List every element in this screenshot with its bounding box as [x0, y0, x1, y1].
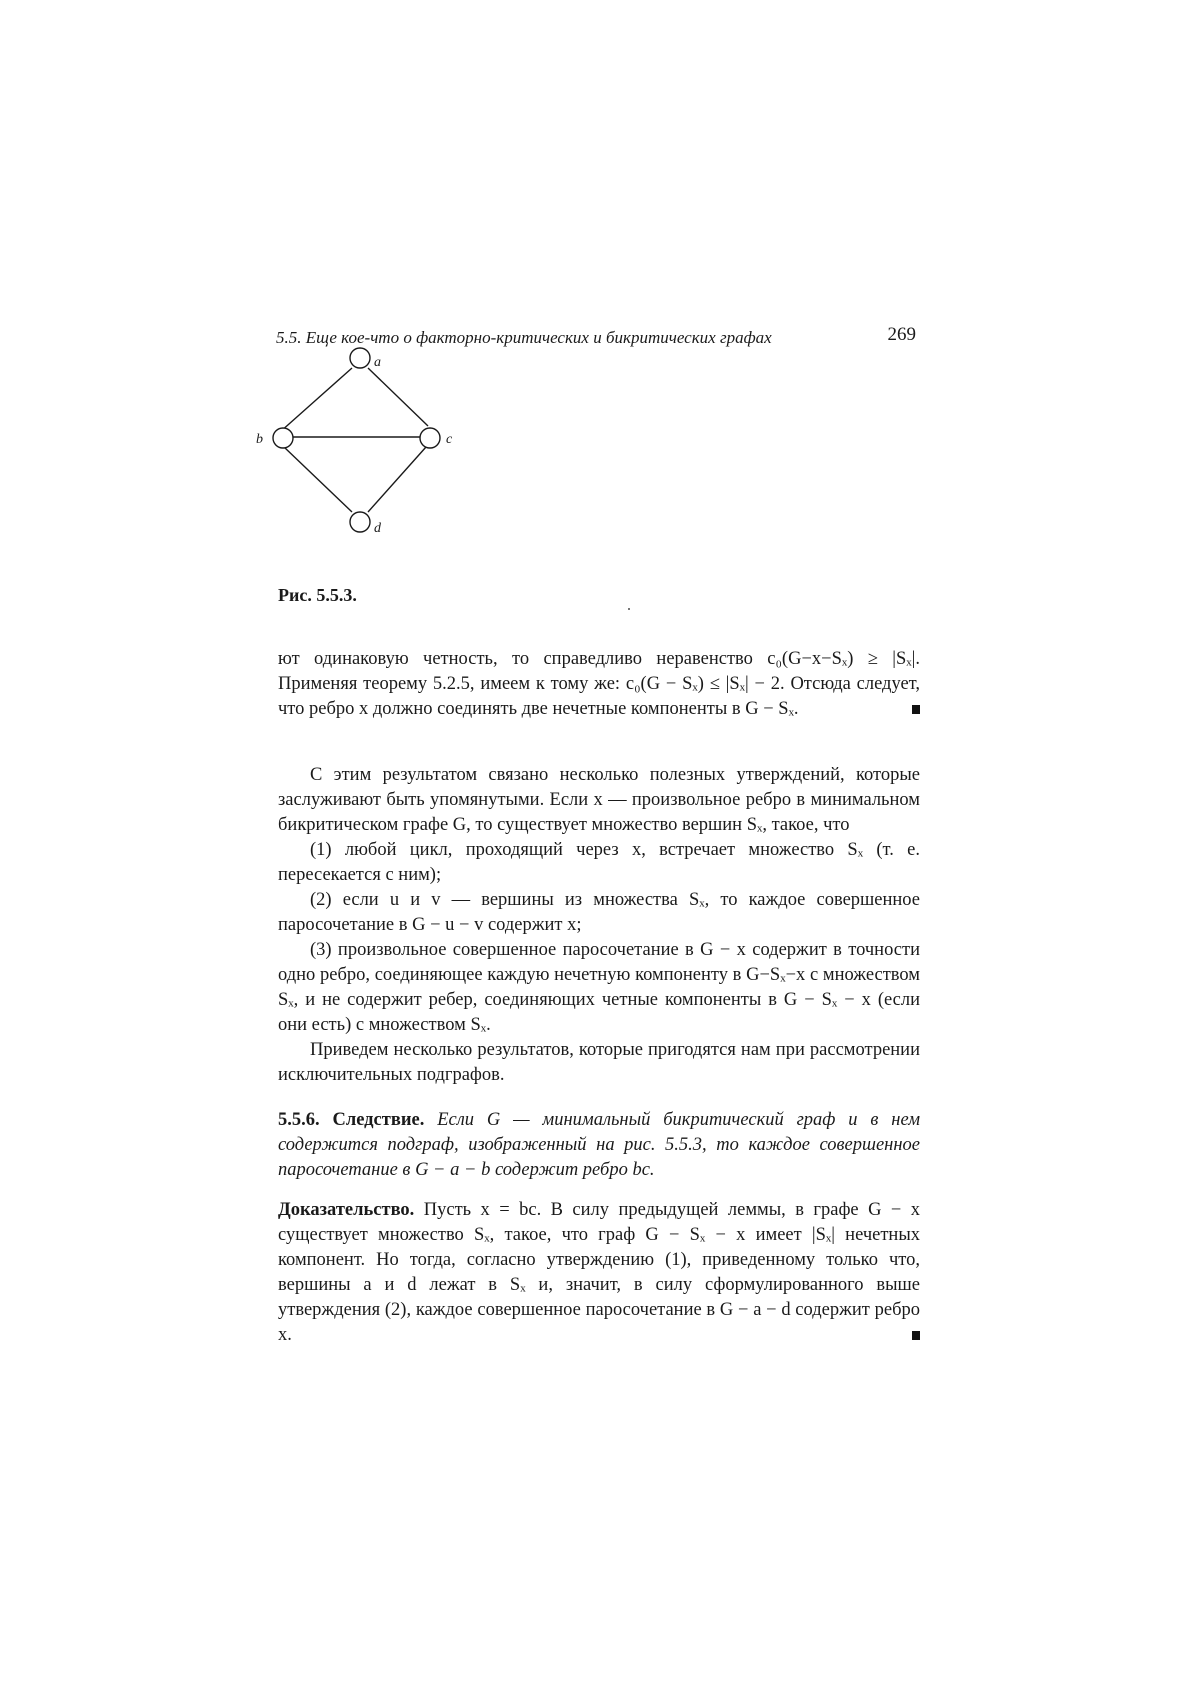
graph-figure	[256, 355, 500, 577]
vertex-label-c: c	[446, 432, 453, 447]
edge-cd	[368, 447, 426, 512]
vertex-c	[420, 428, 440, 448]
corollary-heading: 5.5.6. Следствие.	[278, 1110, 425, 1130]
paragraph-intro: С этим результатом связано несколько полезных утверждений, которые заслуживают быть упомянутыми. Если x — произвольное ребро в минимальном бикритическом графе G, то существует множество вершин Sₓ, такое, что	[278, 765, 920, 835]
proof-heading: Доказательство.	[278, 1200, 415, 1220]
assertions-block	[278, 763, 920, 1088]
vertex-a	[350, 348, 370, 368]
edge-bd	[284, 447, 352, 512]
qed-mark-icon	[912, 1331, 920, 1340]
vertex-label-b: b	[256, 432, 263, 447]
edge-ab	[280, 368, 352, 432]
figure-caption: Рис. 5.5.3.	[278, 585, 357, 605]
proof-text: Пусть x = bc. В силу предыдущей леммы, в графе G − x существует множество Sₓ, такое, что граф G − Sₓ − x имеет |Sₓ| нечетных компонент. Но тогда, согласно утверждению (1), приведенному только что, вершины a и d лежат в Sₓ и, значит, в силу сформулированного выше утверждения (2), каждое совершенное паросочетание в G − a − d содержит ребро x.	[278, 1200, 921, 1345]
section-title: 5.5. Еще кое-что о факторно-критических и бикритических графах	[276, 328, 772, 347]
vertex-b	[273, 428, 293, 448]
list-item-2: (2) если u и v — вершины из множества Sₓ, то каждое совершенное паросочетание в G − u − v содержит x;	[278, 890, 920, 935]
paragraph-text: ют одинаковую четность, то справедливо неравенство c₀(G−x−Sₓ) ≥ |Sₓ|. Применяя теорему 5.2.5, имеем к тому же: c₀(G − Sₓ) ≤ |Sₓ| − 2. Отсюда следует, что ребро x должно соединять две нечетные компоненты в G − Sₓ.	[278, 649, 920, 719]
vertex-label-d: d	[374, 521, 381, 536]
list-item-3: (3) произвольное совершенное паросочетание в G − x содержит в точности одно ребро, соединяющее каждую нечетную компоненту в G−Sₓ−x с множеством Sₓ, и не содержит ребер, соединяющих четные компоненты в G − Sₓ − x (если они есть) с множеством Sₓ.	[278, 940, 920, 1035]
edge-ac	[368, 368, 428, 426]
paragraph-results: Приведем несколько результатов, которые пригодятся нам при рассмотрении исключительных подграфов.	[278, 1040, 920, 1085]
print-speck	[628, 608, 630, 610]
vertex-d	[350, 512, 370, 532]
proof-block	[278, 1198, 920, 1348]
page-number: 269	[887, 324, 916, 345]
vertex-label-a: a	[374, 355, 381, 370]
paragraph-continuation	[278, 647, 920, 722]
qed-mark-icon	[912, 705, 920, 714]
corollary-text: Если G — минимальный бикритический граф и в нем содержится подграф, изображенный на рис. 5.5.3, то каждое совершенное паросочетание в G − a − b содержит ребро bc.	[278, 1110, 921, 1180]
running-header	[276, 324, 916, 352]
corollary-block	[278, 1108, 920, 1183]
list-item-1: (1) любой цикл, проходящий через x, встречает множество Sₓ (т. е. пересекается с ним);	[278, 840, 920, 885]
